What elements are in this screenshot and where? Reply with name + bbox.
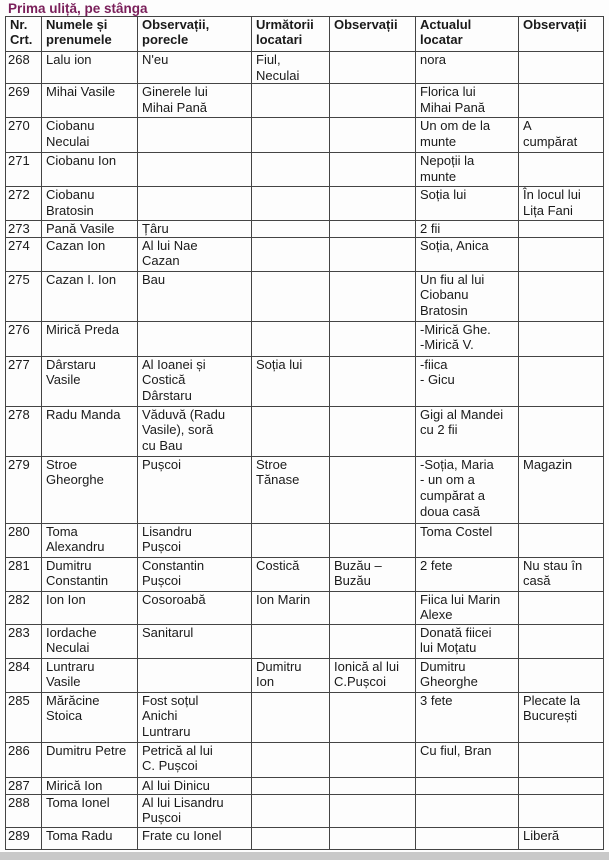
census-table — [5, 16, 604, 850]
cell-observations-3 — [519, 356, 604, 406]
cell-nr: 274 — [6, 237, 42, 271]
table-row — [6, 221, 604, 238]
cell-observations-3 — [519, 742, 604, 777]
cell-next-tenants: Costică — [252, 557, 330, 591]
cell-current-tenant: Nepoții la munte — [416, 153, 519, 187]
cell-nickname — [138, 118, 252, 153]
cell-observations-3 — [519, 153, 604, 187]
cell-observations-3 — [519, 523, 604, 557]
table-row — [6, 827, 604, 849]
cell-nr: 281 — [6, 557, 42, 591]
table-row — [6, 118, 604, 153]
cell-nickname: Lisandru Pușcoi — [138, 523, 252, 557]
column-header-name: Numele și prenumele — [42, 17, 138, 52]
cell-nr: 280 — [6, 523, 42, 557]
cell-observations-3 — [519, 624, 604, 658]
cell-observations-2 — [330, 356, 416, 406]
cell-current-tenant: -Mirică Ghe. -Mirică V. — [416, 321, 519, 356]
cell-current-tenant: Soția, Anica — [416, 237, 519, 271]
cell-next-tenants — [252, 624, 330, 658]
table-row — [6, 52, 604, 84]
cell-next-tenants — [252, 237, 330, 271]
cell-name: Mărăcine Stoica — [42, 692, 138, 742]
table-row — [6, 777, 604, 794]
cell-name: Ciobanu Ion — [42, 153, 138, 187]
cell-current-tenant: Fiica lui Marin Alexe — [416, 591, 519, 624]
table-row — [6, 237, 604, 271]
page-bottom-edge — [0, 852, 609, 860]
table-row — [6, 557, 604, 591]
cell-nr: 268 — [6, 52, 42, 84]
cell-name: Toma Radu — [42, 827, 138, 849]
cell-nickname: N'eu — [138, 52, 252, 84]
cell-observations-2: Buzău – Buzău — [330, 557, 416, 591]
cell-nr: 271 — [6, 153, 42, 187]
cell-observations-3 — [519, 52, 604, 84]
table-row — [6, 658, 604, 692]
table-row — [6, 624, 604, 658]
cell-observations-2 — [330, 52, 416, 84]
cell-nr: 284 — [6, 658, 42, 692]
cell-nickname: Constantin Pușcoi — [138, 557, 252, 591]
cell-name: Toma Ionel — [42, 794, 138, 827]
table-row — [6, 153, 604, 187]
cell-observations-2 — [330, 84, 416, 118]
table-row — [6, 321, 604, 356]
cell-nr: 287 — [6, 777, 42, 794]
cell-name: Mirică Ion — [42, 777, 138, 794]
table-row — [6, 742, 604, 777]
table-row — [6, 406, 604, 456]
table-row — [6, 523, 604, 557]
cell-observations-3 — [519, 658, 604, 692]
column-header-next-tenants: Următorii locatari — [252, 17, 330, 52]
cell-next-tenants — [252, 221, 330, 238]
cell-nr: 279 — [6, 456, 42, 523]
cell-next-tenants — [252, 271, 330, 321]
table-row — [6, 591, 604, 624]
cell-name: Cazan I. Ion — [42, 271, 138, 321]
table-row — [6, 271, 604, 321]
cell-name: Radu Manda — [42, 406, 138, 456]
cell-nr: 270 — [6, 118, 42, 153]
cell-observations-3: A cumpărat — [519, 118, 604, 153]
cell-current-tenant: -fiica - Gicu — [416, 356, 519, 406]
cell-current-tenant: 2 fii — [416, 221, 519, 238]
table-row — [6, 794, 604, 827]
cell-nr: 278 — [6, 406, 42, 456]
cell-nickname: Al Ioanei și Costică Dârstaru — [138, 356, 252, 406]
cell-nr: 273 — [6, 221, 42, 238]
cell-current-tenant: Un om de la munte — [416, 118, 519, 153]
cell-next-tenants: Fiul, Neculai — [252, 52, 330, 84]
cell-current-tenant — [416, 827, 519, 849]
cell-observations-3 — [519, 406, 604, 456]
cell-observations-3 — [519, 794, 604, 827]
cell-observations-3: Liberă — [519, 827, 604, 849]
cell-observations-3: Nu stau în casă — [519, 557, 604, 591]
cell-name: Pană Vasile — [42, 221, 138, 238]
cell-nr: 286 — [6, 742, 42, 777]
cell-nr: 283 — [6, 624, 42, 658]
cell-nickname — [138, 658, 252, 692]
cell-current-tenant — [416, 794, 519, 827]
cell-observations-2 — [330, 591, 416, 624]
cell-next-tenants — [252, 406, 330, 456]
column-header-observations-2: Observații — [330, 17, 416, 52]
column-header-current-tenant: Actualul locatar — [416, 17, 519, 52]
cell-observations-2 — [330, 794, 416, 827]
column-header-nr: Nr. Crt. — [6, 17, 42, 52]
cell-name: Stroe Gheorghe — [42, 456, 138, 523]
cell-next-tenants: Stroe Tănase — [252, 456, 330, 523]
cell-name: Ciobanu Neculai — [42, 118, 138, 153]
cell-current-tenant: Toma Costel — [416, 523, 519, 557]
cell-name: Dârstaru Vasile — [42, 356, 138, 406]
cell-name: Toma Alexandru — [42, 523, 138, 557]
cell-name: Iordache Neculai — [42, 624, 138, 658]
cell-nickname: Al lui Nae Cazan — [138, 237, 252, 271]
cell-nickname: Ginerele lui Mihai Pană — [138, 84, 252, 118]
table-row — [6, 84, 604, 118]
cell-current-tenant — [416, 777, 519, 794]
cell-nr: 289 — [6, 827, 42, 849]
cell-current-tenant: Soția lui — [416, 187, 519, 221]
cell-next-tenants — [252, 118, 330, 153]
cell-nickname: Țâru — [138, 221, 252, 238]
cell-observations-3 — [519, 271, 604, 321]
cell-nickname: Cosoroabă — [138, 591, 252, 624]
cell-nickname: Petrică al lui C. Pușcoi — [138, 742, 252, 777]
cell-observations-2 — [330, 237, 416, 271]
cell-nickname: Fost soțul Anichi Luntraru — [138, 692, 252, 742]
cell-next-tenants — [252, 321, 330, 356]
cell-nickname: Pușcoi — [138, 456, 252, 523]
column-header-observations-3: Observații — [519, 17, 604, 52]
cell-current-tenant: Gigi al Mandei cu 2 fii — [416, 406, 519, 456]
table-body — [6, 52, 604, 850]
cell-name: Mirică Preda — [42, 321, 138, 356]
section-heading: Prima uliță, pe stânga — [8, 1, 148, 16]
cell-observations-2 — [330, 221, 416, 238]
cell-observations-3 — [519, 321, 604, 356]
cell-current-tenant: 2 fete — [416, 557, 519, 591]
cell-nickname: Frate cu Ionel — [138, 827, 252, 849]
cell-name: Dumitru Constantin — [42, 557, 138, 591]
cell-next-tenants: Soția lui — [252, 356, 330, 406]
cell-next-tenants — [252, 153, 330, 187]
cell-observations-2 — [330, 271, 416, 321]
cell-next-tenants — [252, 692, 330, 742]
cell-observations-2 — [330, 153, 416, 187]
cell-observations-2 — [330, 692, 416, 742]
cell-next-tenants — [252, 794, 330, 827]
cell-nickname: Văduvă (Radu Vasile), soră cu Bau — [138, 406, 252, 456]
cell-current-tenant: nora — [416, 52, 519, 84]
cell-name: Ion Ion — [42, 591, 138, 624]
cell-next-tenants: Dumitru Ion — [252, 658, 330, 692]
cell-nr: 275 — [6, 271, 42, 321]
table-row — [6, 187, 604, 221]
cell-current-tenant: Florica lui Mihai Pană — [416, 84, 519, 118]
table-row — [6, 692, 604, 742]
cell-current-tenant: 3 fete — [416, 692, 519, 742]
cell-name: Dumitru Petre — [42, 742, 138, 777]
cell-observations-2 — [330, 827, 416, 849]
cell-observations-3 — [519, 221, 604, 238]
cell-nickname: Bau — [138, 271, 252, 321]
cell-observations-2 — [330, 523, 416, 557]
cell-current-tenant: Donată fiicei lui Moțatu — [416, 624, 519, 658]
cell-nr: 288 — [6, 794, 42, 827]
cell-nickname — [138, 187, 252, 221]
cell-observations-3 — [519, 591, 604, 624]
cell-nickname — [138, 153, 252, 187]
cell-current-tenant: Un fiu al lui Ciobanu Bratosin — [416, 271, 519, 321]
cell-next-tenants — [252, 84, 330, 118]
cell-nr: 285 — [6, 692, 42, 742]
cell-nickname: Sanitarul — [138, 624, 252, 658]
cell-next-tenants: Ion Marin — [252, 591, 330, 624]
cell-next-tenants — [252, 742, 330, 777]
cell-observations-3 — [519, 84, 604, 118]
header-row — [6, 17, 604, 52]
cell-next-tenants — [252, 777, 330, 794]
cell-name: Lalu ion — [42, 52, 138, 84]
cell-nickname: Al lui Dinicu — [138, 777, 252, 794]
table-row — [6, 456, 604, 523]
cell-nr: 277 — [6, 356, 42, 406]
cell-observations-2 — [330, 624, 416, 658]
cell-observations-3 — [519, 777, 604, 794]
cell-next-tenants — [252, 187, 330, 221]
cell-observations-2 — [330, 456, 416, 523]
cell-name: Ciobanu Bratosin — [42, 187, 138, 221]
cell-observations-2 — [330, 406, 416, 456]
cell-current-tenant: Dumitru Gheorghe — [416, 658, 519, 692]
cell-nickname — [138, 321, 252, 356]
cell-nickname: Al lui Lisandru Pușcoi — [138, 794, 252, 827]
cell-next-tenants — [252, 523, 330, 557]
cell-observations-2 — [330, 742, 416, 777]
table-row — [6, 356, 604, 406]
cell-observations-3: Plecate la București — [519, 692, 604, 742]
cell-nr: 272 — [6, 187, 42, 221]
cell-observations-2 — [330, 321, 416, 356]
cell-observations-3 — [519, 237, 604, 271]
column-header-nicknames: Observații, porecle — [138, 17, 252, 52]
cell-observations-2 — [330, 187, 416, 221]
cell-observations-2: Ionică al lui C.Pușcoi — [330, 658, 416, 692]
cell-nr: 269 — [6, 84, 42, 118]
cell-name: Mihai Vasile — [42, 84, 138, 118]
cell-observations-2 — [330, 777, 416, 794]
cell-current-tenant: -Soția, Maria - un om a cumpărat a doua casă — [416, 456, 519, 523]
cell-next-tenants — [252, 827, 330, 849]
cell-name: Luntraru Vasile — [42, 658, 138, 692]
cell-observations-2 — [330, 118, 416, 153]
cell-observations-3: Magazin — [519, 456, 604, 523]
cell-nr: 276 — [6, 321, 42, 356]
cell-observations-3: În locul lui Lița Fani — [519, 187, 604, 221]
cell-nr: 282 — [6, 591, 42, 624]
cell-current-tenant: Cu fiul, Bran — [416, 742, 519, 777]
cell-name: Cazan Ion — [42, 237, 138, 271]
